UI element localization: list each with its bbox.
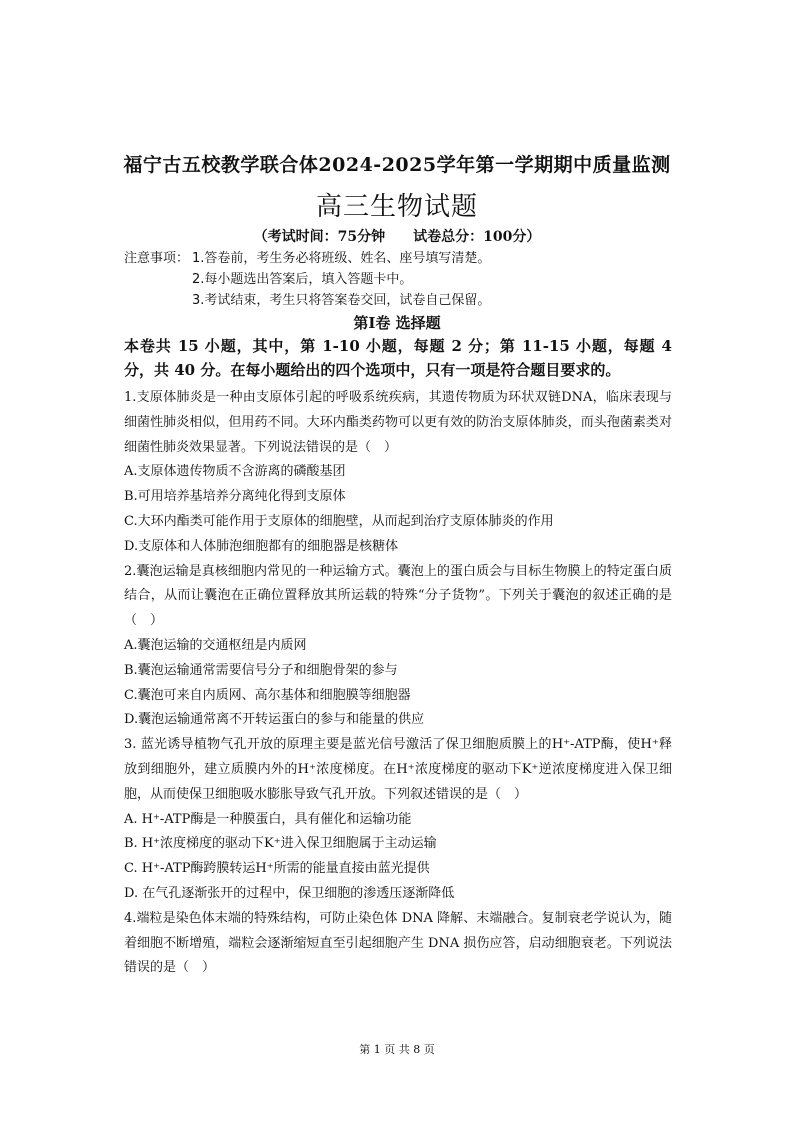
notes-block [124, 248, 490, 311]
page-footer: 第 1 页 共 8 页 [359, 1043, 435, 1056]
question-stem: 3. 蓝光诱导植物气孔开放的原理主要是蓝光信号激活了保卫细胞质膜上的H⁺-ATP酶，使H⁺释放到细胞外，建立质膜内外的H⁺浓度梯度。在H⁺浓度梯度的驱动下K⁺逆浓度梯度进入保卫细胞，从而使保卫细胞吸水膨胀导致气孔开放。下列叙述错误的是（ ） [124, 737, 672, 802]
question-option: C.大环内酯类可能作用于支原体的细胞壁，从而起到治疗支原体肺炎的作用 [124, 513, 554, 529]
subject-title: 高三生物试题 [315, 192, 478, 222]
question-stem: 1.支原体肺炎是一种由支原体引起的呼吸系统疾病，其遗传物质为环状双链DNA，临床表现与细菌性肺炎相似，但用药不同。大环内酯类药物可以更有效的防治支原体肺炎，而头孢菌素类对细菌性肺炎效果显著。下列说法错误的是（ ） [124, 390, 672, 455]
note-row [124, 248, 490, 269]
note-item: 3.考试结束，考生只将答案卷交回，试卷自己保留。 [192, 293, 491, 308]
question-option: A.囊泡运输的交通枢纽是内质网 [124, 637, 307, 653]
question-option: B.可用培养基培养分离纯化得到支原体 [124, 489, 346, 505]
exam-title: 福宁古五校教学联合体2024-2025学年第一学期期中质量监测 [123, 154, 671, 176]
question-stem: 4.端粒是染色体末端的特殊结构，可防止染色体 DNA 降解、末端融合。复制衰老学说认为，随着细胞不断增殖，端粒会逐渐缩短直至引起细胞产生 DNA 损伤应答，启动细胞衰老。下列说法错误的是（ ） [124, 910, 672, 976]
section-title: 第Ⅰ卷 选择题 [353, 314, 441, 332]
question-option: B.囊泡运输通常需要信号分子和细胞骨架的参与 [124, 662, 398, 678]
question-option: C. H⁺-ATP酶跨膜转运H⁺所需的能量直接由蓝光提供 [124, 861, 430, 877]
section-instructions: 本卷共 15 小题，其中，第 1-10 小题，每题 2 分；第 11-15 小题，每题 4 分，共 40 分。在每小题给出的四个选项中，只有一项是符合题目要求的。 [124, 337, 672, 379]
question-option: C.囊泡可来自内质网、高尔基体和细胞膜等细胞器 [124, 687, 411, 703]
question-option: D. 在气孔逐渐张开的过程中，保卫细胞的渗透压逐渐降低 [124, 885, 455, 901]
question-option: A. H⁺-ATP酶是一种膜蛋白，具有催化和运输功能 [124, 811, 412, 827]
exam-info: （考试时间：75分钟 试卷总分：100分） [253, 229, 541, 245]
questions-body [124, 386, 672, 981]
question-option: D.囊泡运输通常离不开转运蛋白的参与和能量的供应 [124, 712, 425, 728]
question-option: A.支原体遗传物质不含游离的磷酸基团 [124, 464, 346, 480]
question-option: B. H⁺浓度梯度的驱动下K⁺进入保卫细胞属于主动运输 [124, 836, 437, 852]
notes-label: 注意事项： [124, 251, 190, 266]
note-row [124, 269, 490, 290]
question-stem: 2.囊泡运输是真核细胞内常见的一种运输方式。囊泡上的蛋白质会与目标生物膜上的特定蛋白质结合，从而让囊泡在正确位置释放其所运载的特殊“分子货物”。下列关于囊泡的叙述正确的是（ ） [124, 563, 672, 629]
note-row [124, 290, 490, 311]
note-item: 1.答卷前，考生务必将班级、姓名、座号填写清楚。 [192, 251, 491, 266]
question-option: D.支原体和人体肺泡细胞都有的细胞器是核糖体 [124, 538, 399, 554]
note-item: 2.每小题选出答案后，填入答题卡中。 [192, 272, 413, 287]
